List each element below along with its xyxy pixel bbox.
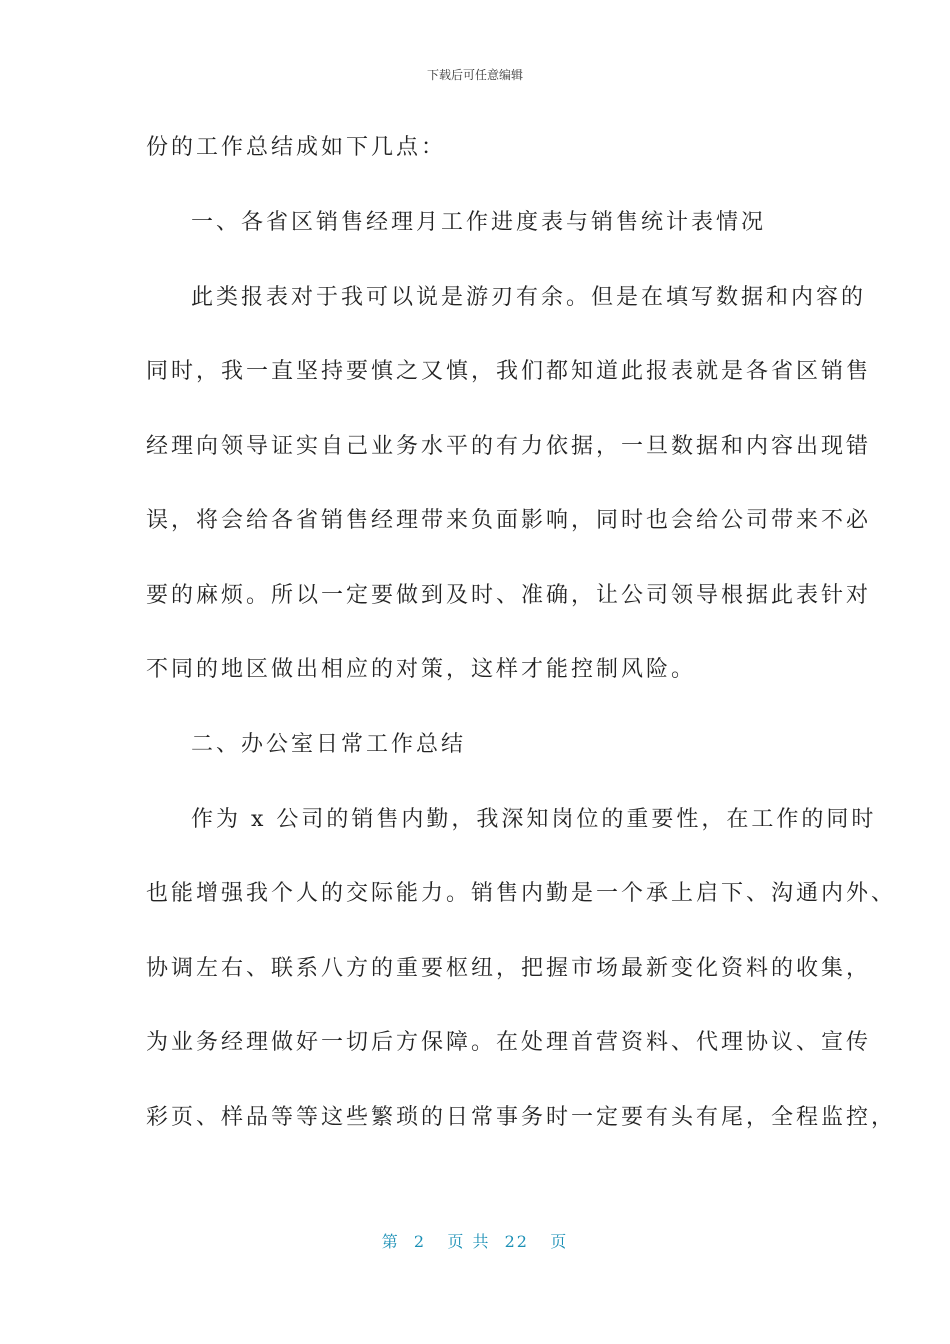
- text-line: 为业务经理做好一切后方保障。在处理首营资料、代理协议、宣传: [146, 1030, 872, 1055]
- section-heading: 二、办公室日常工作总结: [191, 732, 467, 757]
- text-line: 此类报表对于我可以说是游刃有余。但是在填写数据和内容的: [191, 285, 867, 310]
- text-line: 份的工作总结成如下几点：: [146, 135, 447, 160]
- page-header: 下载后可任意编辑: [426, 68, 523, 82]
- text-line: 作为 x 公司的销售内勤，我深知岗位的重要性，在工作的同时: [191, 807, 877, 832]
- section-heading: 一、各省区销售经理月工作进度表与销售统计表情况: [191, 210, 767, 235]
- text-line: 经理向领导证实自己业务水平的有力依据，一旦数据和内容出现错: [146, 434, 872, 459]
- text-line: 要的麻烦。所以一定要做到及时、准确，让公司领导根据此表针对: [146, 583, 872, 608]
- text-line: 也能增强我个人的交际能力。销售内勤是一个承上启下、沟通内外、: [146, 881, 897, 906]
- text-line: 同时，我一直坚持要慎之又慎，我们都知道此报表就是各省区销售: [146, 359, 872, 384]
- text-line: 协调左右、联系八方的重要枢纽，把握市场最新变化资料的收集，: [146, 956, 872, 981]
- text-line: 误，将会给各省销售经理带来负面影响，同时也会给公司带来不必: [146, 508, 872, 533]
- text-line: 彩页、样品等等这些繁琐的日常事务时一定要有头有尾，全程监控，: [146, 1105, 897, 1130]
- text-line: 不同的地区做出相应的对策，这样才能控制风险。: [146, 657, 697, 682]
- page-number-footer: 第 2 页 共 22 页: [381, 1232, 569, 1251]
